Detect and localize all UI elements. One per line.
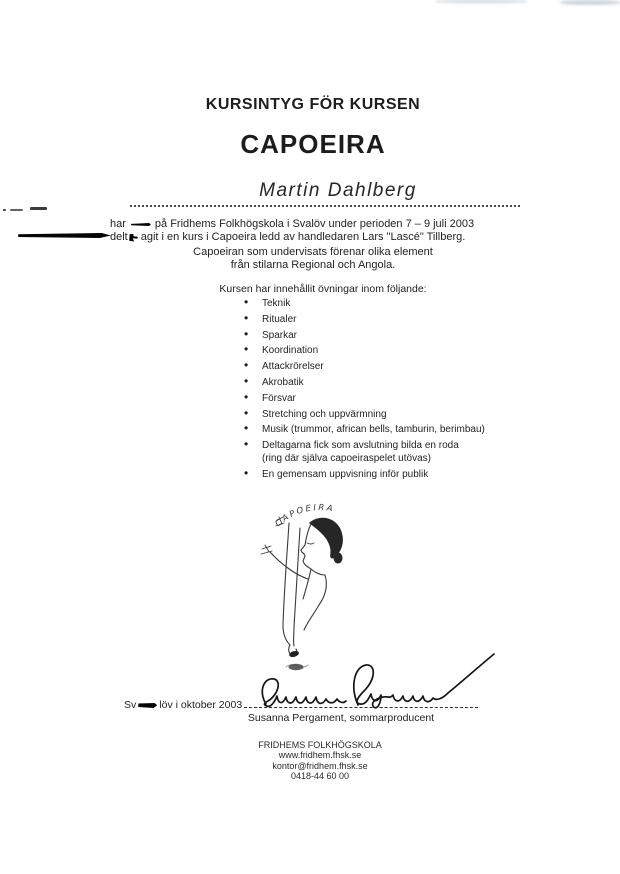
list-item [242,439,485,465]
list-item: • Akrobatik [242,376,485,389]
footer-website: www.fridhem.fhsk.se [278,750,362,761]
body-line-1-prefix: har [110,218,126,230]
raised-leg-line [283,523,289,625]
capoeira-illustration [250,497,360,675]
footer-block [10,740,620,782]
list-item-line-2: (ring där själva capoeiraspelet utövas) [262,453,431,465]
body-line-1 [110,218,474,231]
student-name: Martin Dahlberg [259,180,417,201]
illustration-caption: CAPOEIRA [273,502,336,530]
certificate-heading: KURSINTYG FÖR KURSEN [205,96,421,113]
hair-fill [309,518,343,559]
student-name-underline [130,205,520,207]
body-line-2-prefix: delt [110,231,128,243]
eye-line [307,543,314,544]
redaction-mark [129,234,138,242]
redaction-mark [131,223,151,226]
list-item: • Koordination [242,344,485,357]
list-item: • Attackrörelser [242,360,485,373]
list-item: • Teknik [242,297,485,310]
place-prefix: Sv [124,699,137,711]
list-item: • Sparkar [242,329,485,342]
scan-artifact [435,0,527,3]
footer-org: FRIDHEMS FOLKHÖGSKOLA [258,740,382,750]
raised-leg-line [294,528,300,627]
signer-name-title: Susanna Pergament, sommarproducent [247,712,435,724]
body-line-4: från stilarna Regional och Angola. [230,259,396,271]
redaction-mark [138,703,157,708]
list-item: • Ritualer [242,313,485,326]
place-date-text: löv i oktober 2003 [159,699,243,711]
signature-first-name [262,679,346,707]
list-item: • Stretching och uppvärmning [242,408,485,421]
place-date-line [124,699,242,712]
redaction-bar [18,233,111,238]
stray-mark [30,207,47,210]
scan-artifact [560,0,620,5]
course-content-list [242,297,485,484]
footer-email: kontor@fridhem.fhsk.se [272,760,368,771]
list-intro: Kursen har innehållit övningar inom följande: [219,283,427,295]
body-line-3: Capoeiran som undervisats förenar olika element [193,246,433,258]
body-line-2-text: agit i en kurs i Capoeira ledd av handledaren Lars "Lascé" Tillberg. [140,231,466,243]
hair-bun [334,553,343,564]
stray-mark [10,209,23,211]
body-line-2 [110,231,465,244]
standing-leg [283,625,294,646]
arm-line [270,552,308,579]
footer-phone: 0418-44 60 00 [290,771,350,782]
body-line-1-text: på Fridhems Folkhögskola i Svalöv under perioden 7 – 9 juli 2003 [154,218,475,230]
signature-handwriting [236,651,514,713]
list-item: • En gemensam uppvisning inför publik [242,468,485,481]
stray-mark [3,209,6,211]
list-item-line-1: • Deltagarna fick som avslutning bilda en roda [262,440,459,452]
course-title: CAPOEIRA [240,129,386,159]
neck-front [303,569,311,599]
list-item: • Musik (trummor, african bells, tamburin, berimbau) [242,423,485,436]
signature-last-name [354,654,494,708]
list-item: • Försvar [242,392,485,405]
